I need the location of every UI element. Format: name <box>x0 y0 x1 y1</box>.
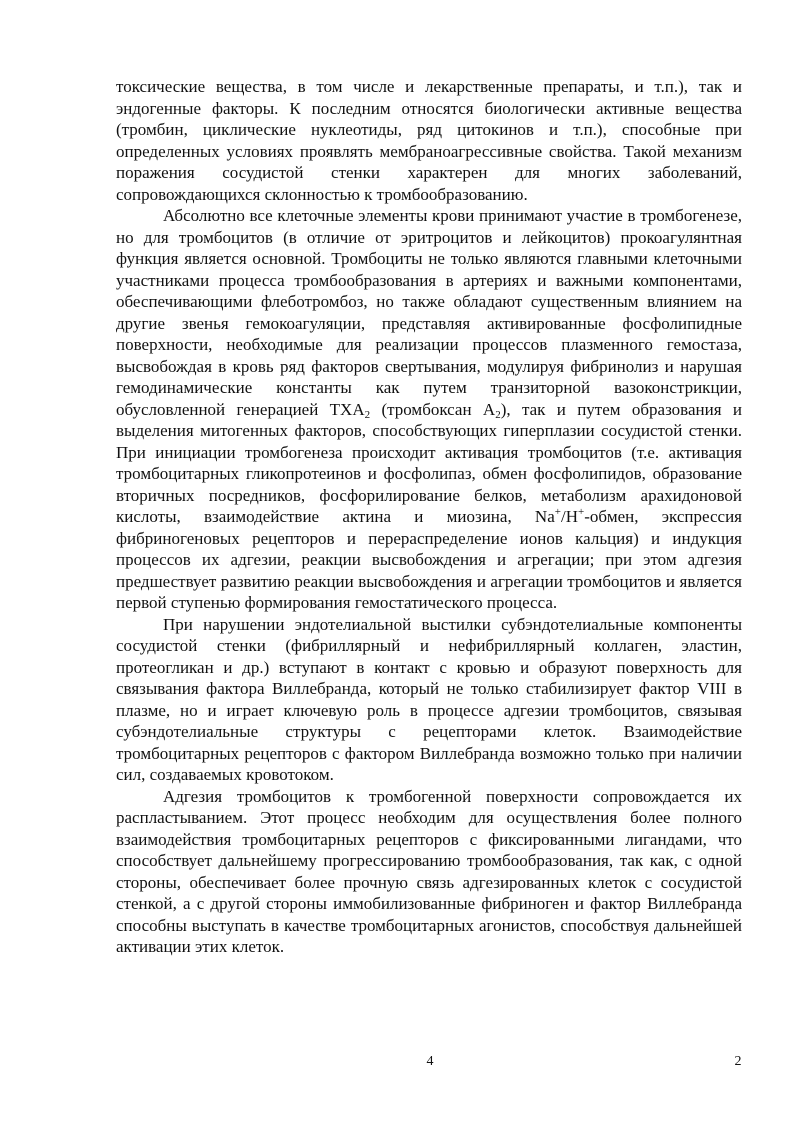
text-run: токсические вещества, в том числе и лекарственные препараты, и т.п.), так и эндогенные факторы. К последним относятся биологически активные вещества (тромбин, циклические нуклеотиды, ряд цитокинов и т.п.), способные при определенных условиях проявлять мембраноагрессивные свойства. Такой механизм поражения сосудистой стенки характерен для многих заболеваний, сопровождающихся склонностью к тромбообразованию. <box>116 77 742 204</box>
page-number-center: 4 <box>426 1054 434 1069</box>
superscript: + <box>554 506 561 518</box>
body-text <box>116 76 742 958</box>
text-run: /H <box>560 507 578 526</box>
paragraph <box>116 76 742 205</box>
page-number-right: 2 <box>734 1054 742 1069</box>
superscript: + <box>577 506 585 518</box>
text-run: Адгезия тромбоцитов к тромбогенной поверхности сопровождается их распластыванием. Этот процесс необходим для осуществления более полного взаимодействия тромбоцитарных рецепторов с фиксированными лигандами, что способствует дальнейшему прогрессированию тромбообразования, так как, с одной стороны, обеспечивает более прочную связь адгезированных клеток с сосудистой стенкой, а с другой стороны иммобилизованные фибриноген и фактор Виллебранда способны выступать в качестве тромбоцитарных агонистов, способствуя дальнейшей активации этих клеток. <box>116 786 742 956</box>
text-run: (тромбоксан А <box>370 399 496 419</box>
paragraph <box>116 614 742 786</box>
paragraph <box>116 205 742 614</box>
paragraph <box>116 786 742 958</box>
subscript: 2 <box>495 408 501 421</box>
text-run: При нарушении эндотелиальной выстилки субэндотелиальные компоненты сосудистой стенки (фибриллярный и нефибриллярный коллаген, эластин, протеогликан и др.) вступают в контакт с кровью и образуют поверхность для связывания фактора Виллебранда, который не только стабилизирует фактор VIII в плазме, но и играет ключевую роль в процессе адгезии тромбоцитов, связывая субэндотелиальные структуры с рецепторами клеток. Взаимодействие тромбоцитарных рецепторов с фактором Виллебранда возможно только при наличии сил, создаваемых кровотоком. <box>116 614 742 784</box>
text-run: Абсолютно все клеточные элементы крови принимают участие в тромбогенезе, но для тромбоцитов (в отличие от эритроцитов и лейкоцитов) прокоагулянтная функция является основной. Тромбоциты не только являются главными клеточными участниками процесса тромбообразования в артериях и важными компонентами, обеспечивающими флеботромбоз, но также обладают существенным влиянием на другие звенья гемокоагуляции, представляя активированные фосфолипидные поверхности, необходимые для реализации процессов плазменного гемостаза, высвобождая в кровь ряд факторов свертывания, модулируя фибринолиз и нарушая гемодинамические константы как путем транзиторной вазоконстрикции, обусловленной генерацией ТХА <box>116 206 742 419</box>
text-run: ), так и путем образования и выделения митогенных факторов, способствующих гиперплазии сосудистой стенки. При инициации тромбогенеза происходит активация тромбоцитов (т.е. активация тромбоцитарных гликопротеинов и фосфолипаз, обмен фосфолипидов, образование вторичных посредников, фосфорилирование белков, метаболизм арахидоновой кислоты, взаимодействие актина и миозина, Na <box>116 399 742 526</box>
text-run: -обмен, экспрессия фибриногеновых рецепторов и перераспределение ионов кальция) и индукция процессов их адгезии, реакции высвобождения и агрегации; при этом адгезия предшествует развитию реакции высвобождения и агрегации тромбоцитов и является первой ступенью формирования гемостатического процесса. <box>116 507 742 612</box>
subscript: 2 <box>364 408 371 421</box>
